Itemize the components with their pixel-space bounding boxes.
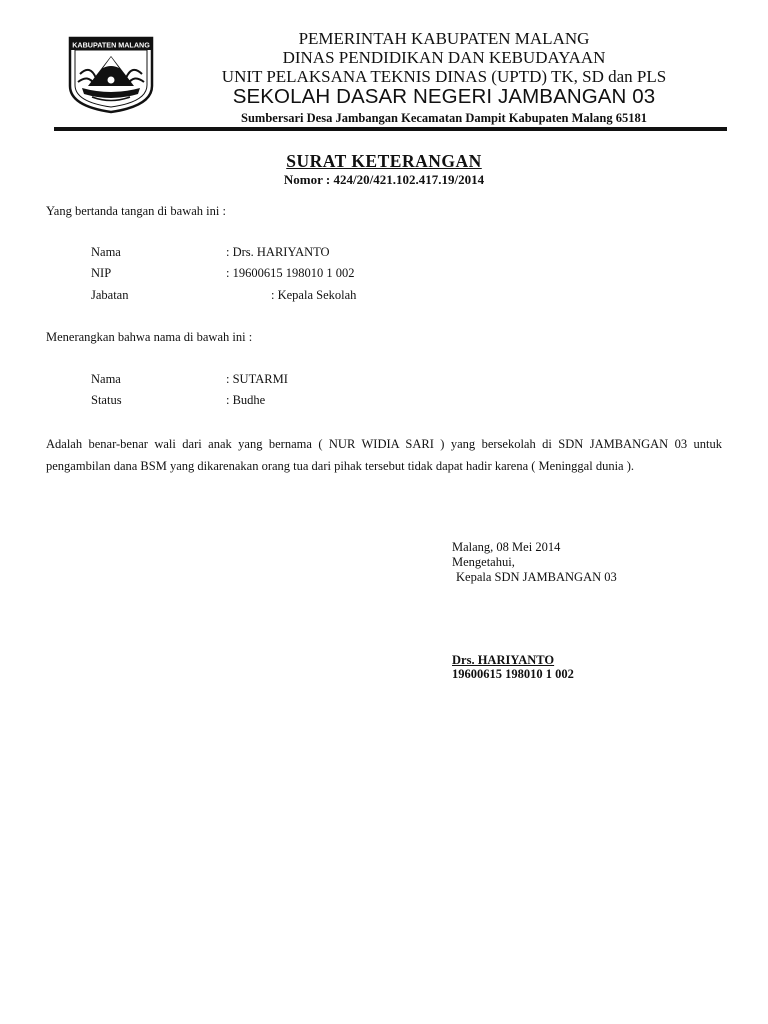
signer-name-value: : Drs. HARIYANTO <box>226 245 330 259</box>
subject-status-label: Status <box>91 393 122 407</box>
signer-position-label: Jabatan <box>91 288 129 302</box>
letterhead <box>170 29 718 128</box>
statement-text: Menerangkan bahwa nama di bawah ini : <box>46 330 253 344</box>
signer-name-label: Nama <box>91 245 121 259</box>
letterhead-address: Sumbersari Desa Jambangan Kecamatan Dampit Kabupaten Malang 65181 <box>241 111 647 125</box>
signature-nip: 19600615 198010 1 002 <box>452 667 574 681</box>
signer-position-value: : Kepala Sekolah <box>271 288 357 302</box>
intro-text: Yang bertanda tangan di bawah ini : <box>46 204 226 218</box>
subject-status-value: : Budhe <box>226 393 266 407</box>
signer-nip-label: NIP <box>91 266 112 280</box>
letterhead-divider <box>54 127 727 131</box>
subject-name-value: : SUTARMI <box>226 372 288 386</box>
letterhead-department: DINAS PENDIDIKAN DAN KEBUDAYAAN <box>282 48 606 67</box>
letterhead-unit: UNIT PELAKSANA TEKNIS DINAS (UPTD) TK, SD dan PLS <box>221 67 667 86</box>
signature-place-date: Malang, 08 Mei 2014 <box>452 540 561 554</box>
letterhead-government: PEMERINTAH KABUPATEN MALANG <box>298 29 590 48</box>
subject-name-label: Nama <box>91 372 121 386</box>
signature-name: Drs. HARIYANTO <box>452 653 555 667</box>
signature-acknowledge: Mengetahui, <box>452 555 515 569</box>
body-paragraph: Adalah benar-benar wali dari anak yang bernama ( NUR WIDIA SARI ) yang bersekolah di SDN JAMBANGAN 03 untuk pengambilan dana BSM yang dikarenakan orang tua dari pihak tersebut tidak dapat hadir karena ( Meninggal dunia ). <box>46 437 722 473</box>
svg-text:KABUPATEN MALANG: KABUPATEN MALANG <box>72 40 150 50</box>
regency-emblem-logo <box>66 34 156 114</box>
signature-title: Kepala SDN JAMBANGAN 03 <box>456 570 617 584</box>
document-title: SURAT KETERANGAN <box>286 151 482 171</box>
document-number: Nomor : 424/20/421.102.417.19/2014 <box>283 172 485 187</box>
letterhead-school-name: SEKOLAH DASAR NEGERI JAMBANGAN 03 <box>232 85 656 108</box>
signer-nip-value: : 19600615 198010 1 002 <box>226 266 355 280</box>
signature-block <box>452 540 617 585</box>
